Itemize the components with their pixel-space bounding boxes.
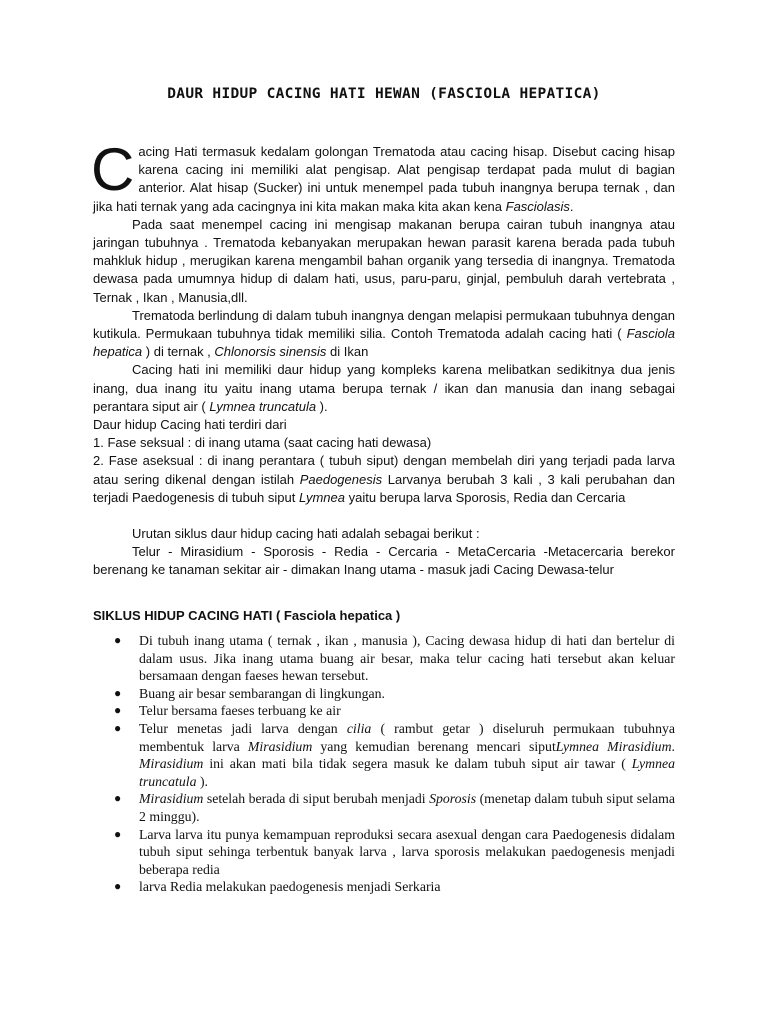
paragraph-lifecycle: Cacing hati ini memiliki daur hidup yang kompleks karena melibatkan sedikitnya dua jenis inang, dua inang itu yaitu inang utama berupa ternak / ikan dan manusia dan inang sebagai perantara siput air ( Lymnea truncatula ). (93, 362, 675, 414)
bullet-icon: ● (114, 703, 122, 718)
document-title: DAUR HIDUP CACING HATI HEWAN (FASCIOLA HEPATICA) (167, 86, 601, 102)
paragraph-sequence: Telur - Mirasidium - Sporosis - Redia - Cercaria - MetaCercaria -Metacercaria berekor berenang ke tanaman sekitar air - dimakan Inang utama - masuk jadi Cacing Dewasa-telur (93, 544, 675, 578)
phase-sexual: 1. Fase seksual : di inang utama (saat cacing hati dewasa) (93, 435, 432, 451)
bullet-icon: ● (114, 879, 122, 894)
list-item: ● Telur bersama faeses terbuang ke air (114, 703, 341, 719)
list-item: ● Telur menetas jadi larva dengan cilia ( rambut getar ) diseluruh permukaan tubuhnya membentuk larva Mirasidium yang kemudian berenang mencari siputLymnea Mirasidium. Mirasidium ini akan mati bila tidak segera masuk ke dalam tubuh siput air tawar ( Lymnea truncatula ). (114, 720, 675, 789)
paragraph-sequence-intro: Urutan siklus daur hidup cacing hati adalah sebagai berikut : (132, 526, 480, 542)
bullet-icon: ● (114, 791, 122, 806)
spacer (93, 507, 675, 525)
list-item: ● larva Redia melakukan paedogenesis menjadi Serkaria (114, 879, 441, 895)
list-item: ● Di tubuh inang utama ( ternak , ikan , manusia ), Cacing dewasa hidup di hati dan bertelur di dalam usus. Jika inang utama buang air besar, maka telur cacing hati tersebut akan keluar bersamaan dengan faeses hewan tersebut. (114, 633, 675, 684)
body-text (91, 136, 676, 580)
list-item: ● Buang air besar sembarangan di lingkungan. (114, 685, 385, 701)
paragraph-cuticle: Trematoda berlindung di dalam tubuh inangnya dengan melapisi permukaan tubuhnya dengan kutikula. Permukaan tubuhnya tidak memiliki silia. Contoh Trematoda adalah cacing hati ( Fasciola hepatica ) di ternak , Chlonorsis sinensis di Ikan (93, 307, 676, 360)
bullet-icon: ● (114, 633, 122, 647)
phase-asexual: 2. Fase aseksual : di inang perantara ( tubuh siput) dengan membelah diri yang terjadi pada larva atau sering dikenal dengan istilah Paedogenesis Larvanya berubah 3 kali , 3 kali perubahan dan terjadi Paedogenesis di tubuh siput Lymnea yaitu berupa larva Sporosis, Redia dan Cercaria (93, 453, 675, 505)
bullet-icon: ● (114, 685, 122, 700)
lifecycle-list (93, 632, 675, 896)
bullet-icon: ● (114, 720, 122, 735)
paragraph-feeding: Pada saat menempel cacing ini mengisap makanan berupa cairan tubuh inangnya atau jaringan tubuhnya . Trematoda kebanyakan merupakan hewan parasit karena berada pada tubuh mahkluk hidup , merugikan karena mengambil bahan organik yang tersedia di inangnya. Trematoda dewasa pada umumnya hidup di dalam hati, usus, paru-paru, ginjal, pembuluh darah vertebrata , Ternak , Ikan , Manusia,dll. (93, 216, 675, 305)
paragraph-intro: Cacing Hati termasuk kedalam golongan Trematoda atau cacing hisap. Disebut cacing hisap karena cacing ini memiliki alat pengisap. Alat pengisap terdapat pada mulut di bagian anterior. Alat hisap (Sucker) ini untuk menempel pada tubuh inangnya berupa ternak , dan jika hati ternak yang ada cacingnya ini kita makan maka kita akan kena Fasciolasis. (91, 136, 675, 214)
list-item: ● Mirasidium setelah berada di siput berubah menjadi Sporosis (menetap dalam tubuh siput selama 2 minggu). (114, 791, 676, 824)
paragraph-phases-intro: Daur hidup Cacing hati terdiri dari (93, 417, 287, 433)
bullet-icon: ● (114, 826, 122, 841)
drop-cap: C (91, 136, 135, 203)
section-heading: SIKLUS HIDUP CACING HATI ( Fasciola hepatica ) (93, 608, 401, 623)
list-item: ● Larva larva itu punya kemampuan reproduksi secara asexual dengan cara Paedogenesis didalam tubuh siput sehinga terbentuk banyak larva , larva sporosis melakukan paedogenesis menjadi beberapa redia (114, 826, 675, 877)
